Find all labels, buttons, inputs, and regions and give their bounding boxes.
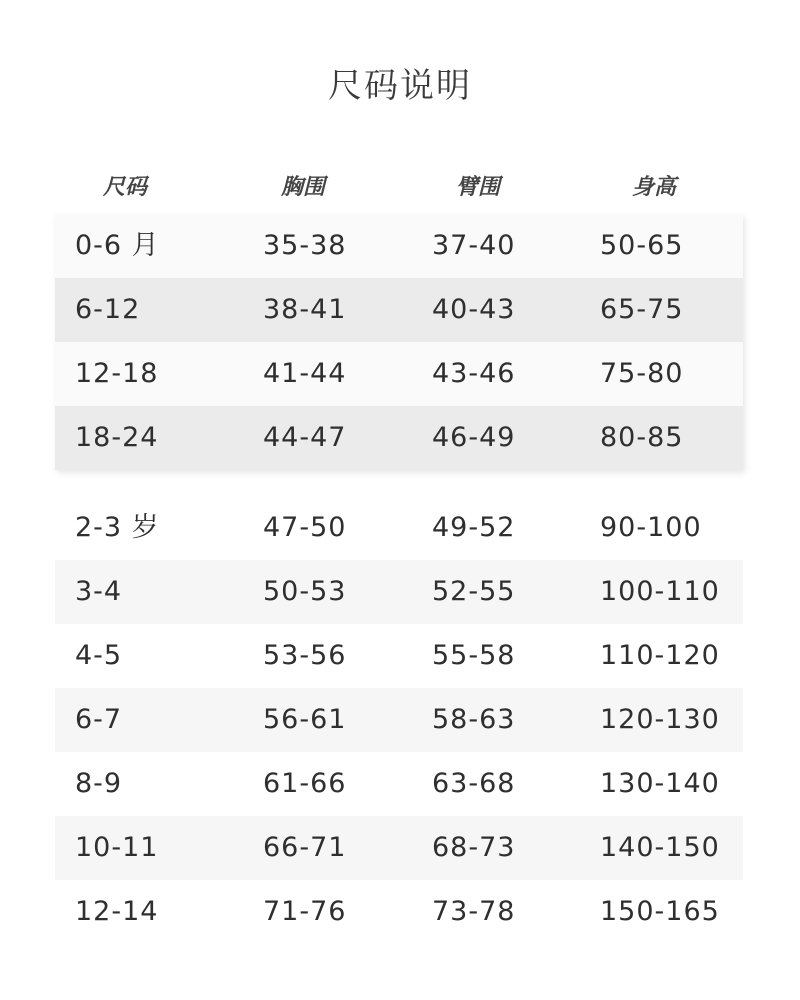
cell-arm: 40-43 — [432, 294, 516, 325]
cell-height: 50-65 — [600, 230, 684, 261]
cell-arm: 46-49 — [432, 422, 516, 453]
cell-size: 4-5 — [75, 640, 123, 671]
table-row — [55, 214, 743, 278]
table-group-child — [55, 496, 743, 944]
cell-chest: 56-61 — [263, 704, 347, 735]
cell-chest: 47-50 — [263, 512, 347, 543]
cell-chest: 53-56 — [263, 640, 347, 671]
cell-size: 3-4 — [75, 576, 123, 607]
cell-chest: 38-41 — [263, 294, 347, 325]
table-group-infant — [55, 214, 743, 470]
table-header — [0, 168, 800, 208]
cell-size: 0-6 月 — [75, 230, 160, 261]
header-chest: 胸围 — [281, 175, 326, 200]
cell-chest: 50-53 — [263, 576, 347, 607]
cell-height: 75-80 — [600, 358, 684, 389]
header-arm: 臂围 — [456, 175, 501, 200]
cell-size: 6-7 — [75, 704, 123, 735]
table-row — [55, 624, 743, 688]
cell-arm: 49-52 — [432, 512, 516, 543]
cell-size: 6-12 — [75, 294, 141, 325]
header-height: 身高 — [632, 175, 677, 200]
table-row — [55, 816, 743, 880]
cell-arm: 43-46 — [432, 358, 516, 389]
table-row — [55, 752, 743, 816]
table-row — [55, 496, 743, 560]
table-row — [55, 880, 743, 944]
cell-arm: 55-58 — [432, 640, 516, 671]
cell-size: 12-18 — [75, 358, 159, 389]
table-row — [55, 560, 743, 624]
cell-height: 80-85 — [600, 422, 684, 453]
cell-size: 18-24 — [75, 422, 159, 453]
cell-height: 150-165 — [600, 896, 720, 927]
cell-size: 10-11 — [75, 832, 159, 863]
cell-arm: 37-40 — [432, 230, 516, 261]
cell-height: 140-150 — [600, 832, 720, 863]
cell-height: 90-100 — [600, 512, 702, 543]
cell-arm: 63-68 — [432, 768, 516, 799]
cell-chest: 61-66 — [263, 768, 347, 799]
cell-chest: 66-71 — [263, 832, 347, 863]
table-row — [55, 342, 743, 406]
header-size: 尺码 — [103, 175, 148, 200]
cell-chest: 41-44 — [263, 358, 347, 389]
cell-height: 130-140 — [600, 768, 720, 799]
table-row — [55, 278, 743, 342]
cell-size: 8-9 — [75, 768, 123, 799]
cell-arm: 73-78 — [432, 896, 516, 927]
cell-chest: 35-38 — [263, 230, 347, 261]
cell-arm: 52-55 — [432, 576, 516, 607]
cell-height: 65-75 — [600, 294, 684, 325]
page-title: 尺码说明 — [328, 66, 472, 106]
cell-chest: 71-76 — [263, 896, 347, 927]
cell-height: 120-130 — [600, 704, 720, 735]
cell-size: 2-3 岁 — [75, 512, 160, 543]
cell-height: 100-110 — [600, 576, 720, 607]
cell-size: 12-14 — [75, 896, 159, 927]
cell-arm: 58-63 — [432, 704, 516, 735]
table-row — [55, 406, 743, 470]
cell-height: 110-120 — [600, 640, 720, 671]
table-row — [55, 688, 743, 752]
cell-arm: 68-73 — [432, 832, 516, 863]
cell-chest: 44-47 — [263, 422, 347, 453]
